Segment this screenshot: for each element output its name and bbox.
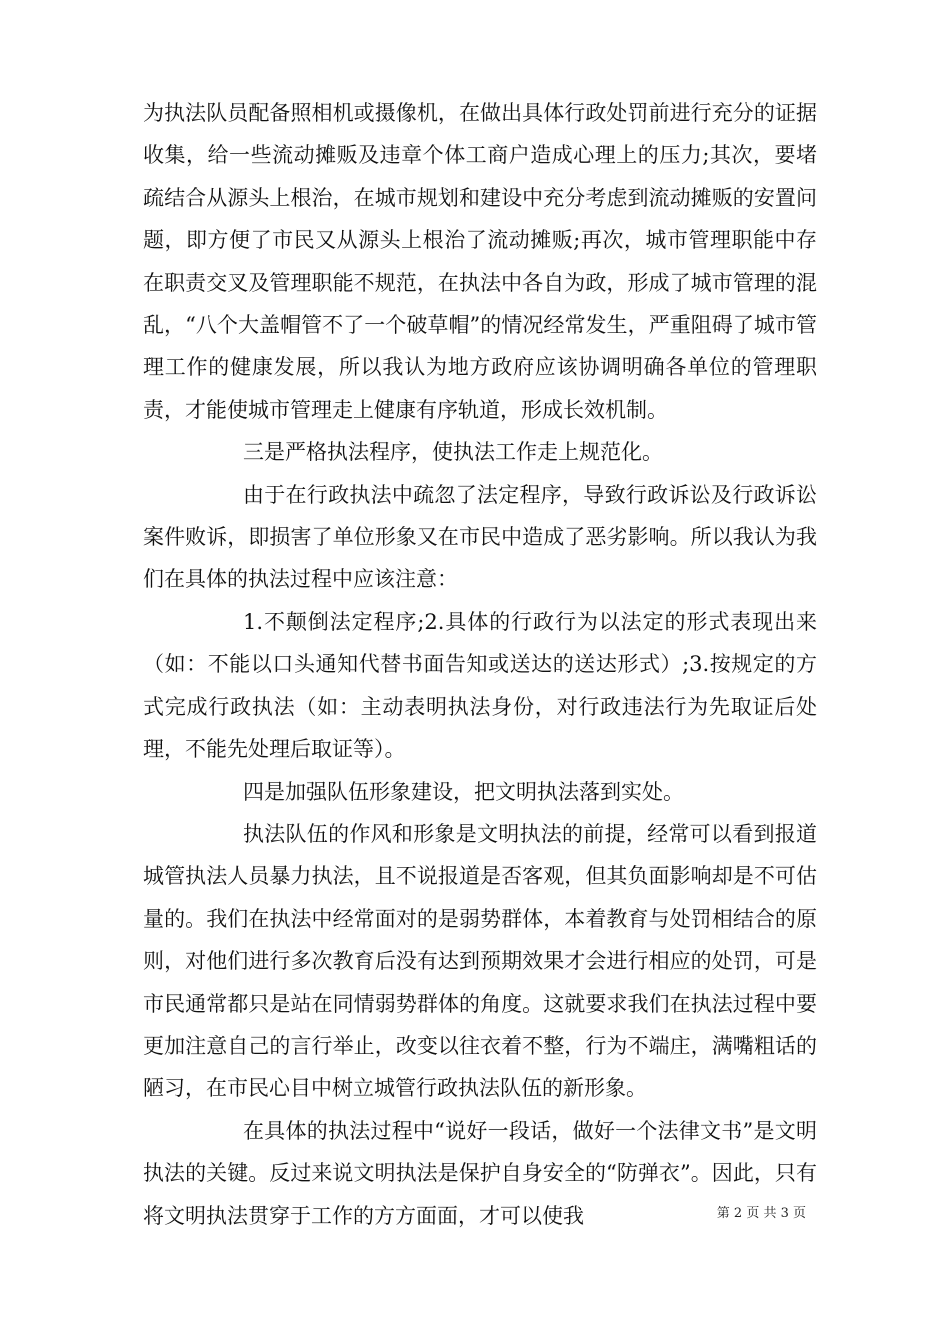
paragraph-6: 执法队伍的作风和形象是文明执法的前提，经常可以看到报道城管执法人员暴力执法，且不说报道是否客观，但其负面影响却是不可估量的。我们在执法中经常面对的是弱势群体，本着教育与处罚相结合的原则，对他们进行多次教育后没有达到预期效果才会进行相应的处罚，可是市民通常都只是站在同情弱势群体的角度。这就要求我们在执法过程中要更加注意自己的言行举止，改变以往衣着不整，行为不端庄，满嘴粗话的陋习，在市民心目中树立城管行政执法队伍的新形象。	[143, 821, 817, 1101]
paragraph-2-heading-three: 三是严格执法程序，使执法工作走上规范化。	[243, 440, 663, 465]
paragraph-1: 为执法队员配备照相机或摄像机，在做出具体行政处罚前进行充分的证据收集，给一些流动摊贩及违章个体工商户造成心理上的压力;其次，要堵疏结合从源头上根治，在城市规划和建设中充分考虑到流动摊贩的安置问题，即方便了市民又从源头上根治了流动摊贩;再次，城市管理职能中存在职责交叉及管理职能不规范，在执法中各自为政，形成了城市管理的混乱，“八个大盖帽管不了一个破草帽”的情况经常发生，严重阻碍了城市管理工作的健康发展，所以我认为地方政府应该协调明确各单位的管理职责，才能使城市管理走上健康有序轨道，形成长效机制。	[143, 101, 817, 422]
paragraph-3: 由于在行政执法中疏忽了法定程序，导致行政诉讼及行政诉讼案件败诉，即损害了单位形象又在市民中造成了恶劣影响。所以我认为我们在具体的执法过程中应该注意：	[143, 482, 817, 592]
paragraph-4-procedure-list: 1.不颠倒法定程序;2.具体的行政行为以法定的形式表现出来（如：不能以口头通知代替书面告知或送达的送达形式）;3.按规定的方式完成行政执法（如：主动表明执法身份，对行政违法行为先取证后处理，不能先处理后取证等）。	[143, 609, 817, 762]
page-number-footer: 第 2 页 共 3 页	[716, 1206, 806, 1221]
paragraph-7: 在具体的执法过程中“说好一段话，做好一个法律文书”是文明执法的关键。反过来说文明执法是保护自身安全的“防弹衣”。因此，只有将文明执法贯穿于工作的方方面面，才可以使我	[143, 1118, 817, 1228]
document-body	[143, 92, 817, 1237]
paragraph-5-heading-four: 四是加强队伍形象建设，把文明执法落到实处。	[243, 779, 684, 804]
